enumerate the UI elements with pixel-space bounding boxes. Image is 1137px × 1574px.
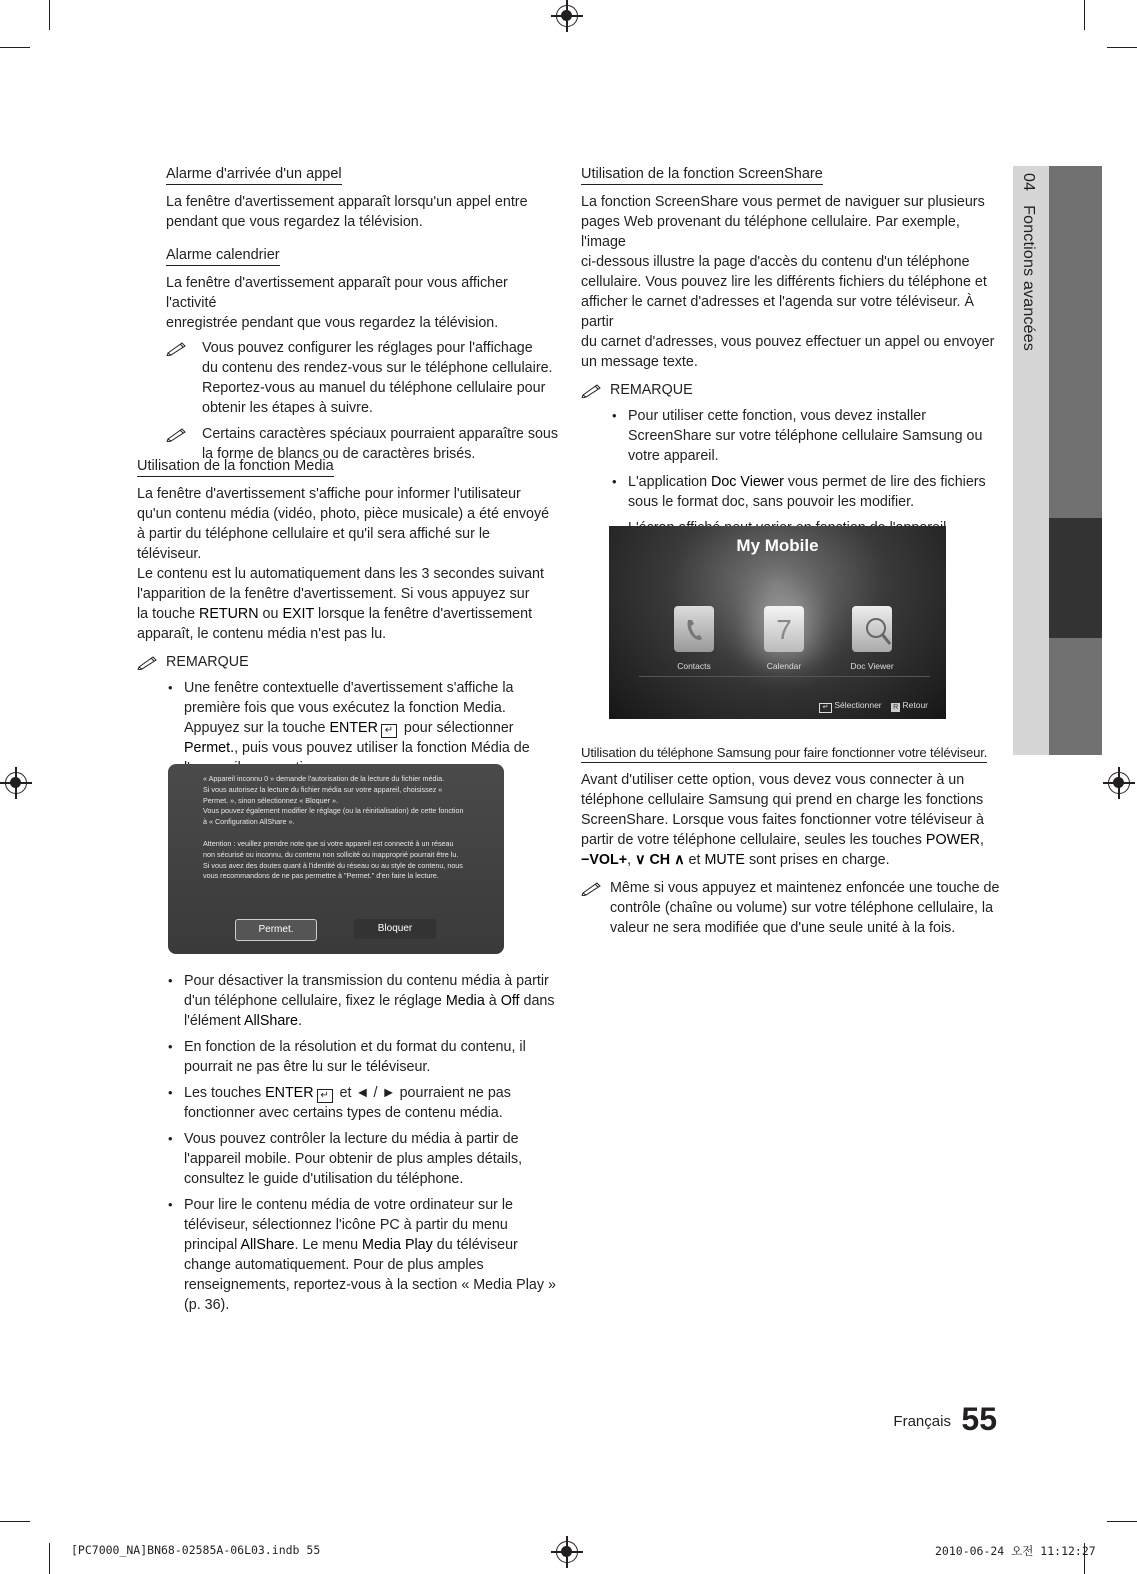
text-line: ci-dessous illustre la page d'accès du contenu d'un téléphone [581,254,970,270]
print-date: 2010-06-24 오전 11:12:27 [935,1544,1096,1558]
remarque: REMARQUE [137,652,557,672]
text-line: la touche RETURN ou EXIT lorsque la fenêtre d'avertissement [137,606,533,622]
text-line: afficher le carnet d'adresses et l'agenda sur votre téléviseur. À partir [581,294,975,330]
registration-mark-icon [5,772,27,794]
text-line: du carnet d'adresses, vous pouvez effectuer un appel ou envoyer [581,334,995,350]
heading: Utilisation de la fonction Media [137,458,334,477]
text-line: Avant d'utiliser cette option, vous devez vous connecter à un [581,772,965,788]
pencil-icon [137,654,159,670]
enter-icon: ↵ [317,1089,333,1103]
heading: Utilisation du téléphone Samsung pour faire fonctionner votre téléviseur. [581,745,987,763]
pencil-icon [581,382,603,398]
text-line: contrôle (chaîne ou volume) sur votre téléphone cellulaire, la [610,900,994,916]
crop-mark [1107,1521,1137,1522]
dialog-line: à « Configuration AllShare ». [203,817,295,827]
text-line: la forme de blancs ou de caractères brisés. [202,446,476,462]
text-line: pages Web provenant du téléphone cellulaire. Par exemple, l'image [581,214,960,250]
permit-button[interactable]: Permet. [235,919,317,941]
back-hint: Retour [902,700,928,710]
side-tab-label: 04 Fonctions avancées [1020,173,1037,352]
calendar-day: 7 [776,614,792,645]
bullet-item: • En fonction de la résolution et du format du contenu, il pourrait ne pas être lu sur le téléviseur. [184,1037,564,1077]
pencil-icon [581,880,603,896]
text-line: partir de votre téléphone cellulaire, seules les touches POWER, [581,832,984,848]
bullet-item: • Une fenêtre contextuelle d'avertissement s'affiche la première fois que vous exécutez la fonction Media. Appuyez sur la touche ENTER ↵ pour sélectionner Permet., puis vous pouvez utiliser la fonction Média de [184,678,557,778]
return-icon: R [893,704,899,711]
enter-icon: ↵ [381,724,397,738]
heading: Alarme calendrier [166,247,280,266]
divider [639,676,930,677]
side-tab-band [1049,166,1102,518]
text-line: pendant que vous regardez la télévision. [166,214,423,230]
app-label: Contacts [677,661,711,671]
text-line: Reportez-vous au manuel du téléphone cellulaire pour [202,380,546,396]
dialog-line: « Appareil inconnu 0 » demande l'autorisation de la lecture du fichier média. [203,774,445,783]
page-number: 55 [961,1401,997,1437]
crop-mark [49,0,50,30]
page-footer [893,1401,997,1438]
text-line: cellulaire. Vous pouvez lire les différents fichiers du téléphone et [581,274,987,290]
screen-footer [819,700,928,713]
section-samsung-phone [581,744,1006,938]
text-line: ScreenShare. Lorsque vous faites fonctionner votre téléviseur à [581,812,984,828]
bullet-item: • L'application Doc Viewer vous permet de lire des fichiers sous le format doc, sans pouvoir les modifier. [628,472,1001,512]
bullet-item: • Vous pouvez contrôler la lecture du média à partir de l'appareil mobile. Pour obtenir de plus amples détails, consultez le guide d'utilisation du téléphone. [184,1129,564,1189]
dialog-line: vous recommandons de ne pas permettre à "Permet." d'en faire la lecture. [203,871,439,881]
text-line: à partir du téléphone cellulaire et qu'il sera affiché sur le téléviseur. [137,526,490,562]
remarque: REMARQUE [581,380,1001,400]
doc-viewer-icon[interactable] [852,606,892,652]
text-line: apparaît, le contenu média n'est pas lu. [137,626,387,642]
side-tab-band [1049,638,1102,755]
note [581,878,1006,938]
registration-mark-icon [556,5,578,27]
side-tab-band-active [1049,518,1102,638]
registration-mark-icon [556,1541,578,1563]
dialog-line: Si vous avez des doutes quant à l'identité du réseau ou au style de contenu, nous [203,860,463,870]
text-line: Le contenu est lu automatiquement dans les 3 secondes suivant [137,566,544,582]
text-line: qu'un contenu média (vidéo, photo, pièce musicale) a été envoyé [137,506,550,522]
heading: Alarme d'arrivée d'un appel [166,166,342,185]
language-label: Français [893,1413,951,1430]
block-button[interactable]: Bloquer [354,919,436,939]
file-info: [PC7000_NA]BN68-02585A-06L03.indb 55 [71,1543,321,1557]
note [166,338,561,418]
contacts-icon[interactable] [674,606,714,652]
bullet-item: • Les touches ENTER ↵ et ◄ / ► pourraient ne pas fonctionner avec certains types de contenu média. [184,1083,564,1123]
crop-mark [1084,0,1085,30]
permission-dialog [168,764,504,954]
crop-mark [49,1543,50,1574]
text-line: −VOL+, ∨ CH ∧ et MUTE sont prises en charge. [581,852,890,868]
text-line: enregistrée pendant que vous regardez la télévision. [166,315,499,331]
text-line: Certains caractères spéciaux pourraient apparaître sous [202,426,559,442]
bullet-item: • Pour désactiver la transmission du contenu média à partir d'un téléphone cellulaire, fixez le réglage Media à Off dans l'élément AllShare. [184,971,564,1031]
enter-icon: ↵ [819,703,832,713]
dialog-line: Si vous autorisez la lecture du fichier média sur votre appareil, choisissez « [203,784,443,794]
text-line: Vous pouvez configurer les réglages pour l'affichage [202,340,533,356]
crop-mark [1107,47,1137,48]
select-hint: Sélectionner [834,700,882,710]
dialog-line: Attention : veuillez prendre note que si votre appareil est connecté à un réseau [203,838,454,848]
section-media [137,457,557,784]
text-line: La fenêtre d'avertissement s'affiche pour informer l'utilisateur [137,486,521,502]
section-alarme-appel [166,165,556,232]
text-line: du contenu des rendez-vous sur le téléphone cellulaire. [202,360,553,376]
text-line: Même si vous appuyez et maintenez enfoncée une touche de [610,880,1000,896]
pencil-icon [166,426,188,442]
text-line: obtenir les étapes à suivre. [202,400,373,416]
media-bullets [184,971,564,1321]
text-line: La fenêtre d'avertissement apparaît lorsqu'un appel entre [166,194,528,210]
pencil-icon [166,340,188,356]
text-line: valeur ne sera modifiée que d'une seule unité à la fois. [610,920,956,936]
dialog-line: Permet. », sinon sélectionnez « Bloquer ». [203,795,339,805]
text-line: l'apparition de la fenêtre d'avertissement. Si vous appuyez sur [137,586,530,602]
section-alarme-calendrier [166,246,561,464]
dialog-line: non sécurisé ou inconnu, du contenu non sollicité ou inapproprié pourrait être lu. [203,849,459,859]
screen-title: My Mobile [736,536,819,555]
my-mobile-screen [609,526,946,719]
dialog-line: Vous pouvez également modifier le réglage (ou la réinitialisation) de cette fonction [203,806,464,816]
bullet-item: • Pour utiliser cette fonction, vous devez installer ScreenShare sur votre téléphone cellulaire Samsung ou votre appareil. [628,406,1001,466]
text-line: La fenêtre d'avertissement apparaît pour vous afficher l'activité [166,275,508,311]
heading: Utilisation de la fonction ScreenShare [581,166,823,185]
text-line: La fonction ScreenShare vous permet de naviguer sur plusieurs [581,194,985,210]
bullet-item: • Pour lire le contenu média de votre ordinateur sur le téléviseur, sélectionnez l'icône PC à partir du menu principal AllShare. Le menu Media Play du téléviseur change automatiquement. Pour de plus amples renseignements, reportez-vous à la section « Media Play » (p. 36). [184,1195,564,1315]
crop-mark [0,1521,30,1522]
calendar-icon[interactable] [764,606,804,652]
app-label: Doc Viewer [850,661,894,671]
text-line: un message texte. [581,354,698,370]
crop-mark [0,47,30,48]
text-line: téléphone cellulaire Samsung qui prend en charge les fonctions [581,792,984,808]
app-label: Calendar [766,661,802,671]
registration-mark-icon [1108,772,1130,794]
section-screenshare [581,165,1001,564]
